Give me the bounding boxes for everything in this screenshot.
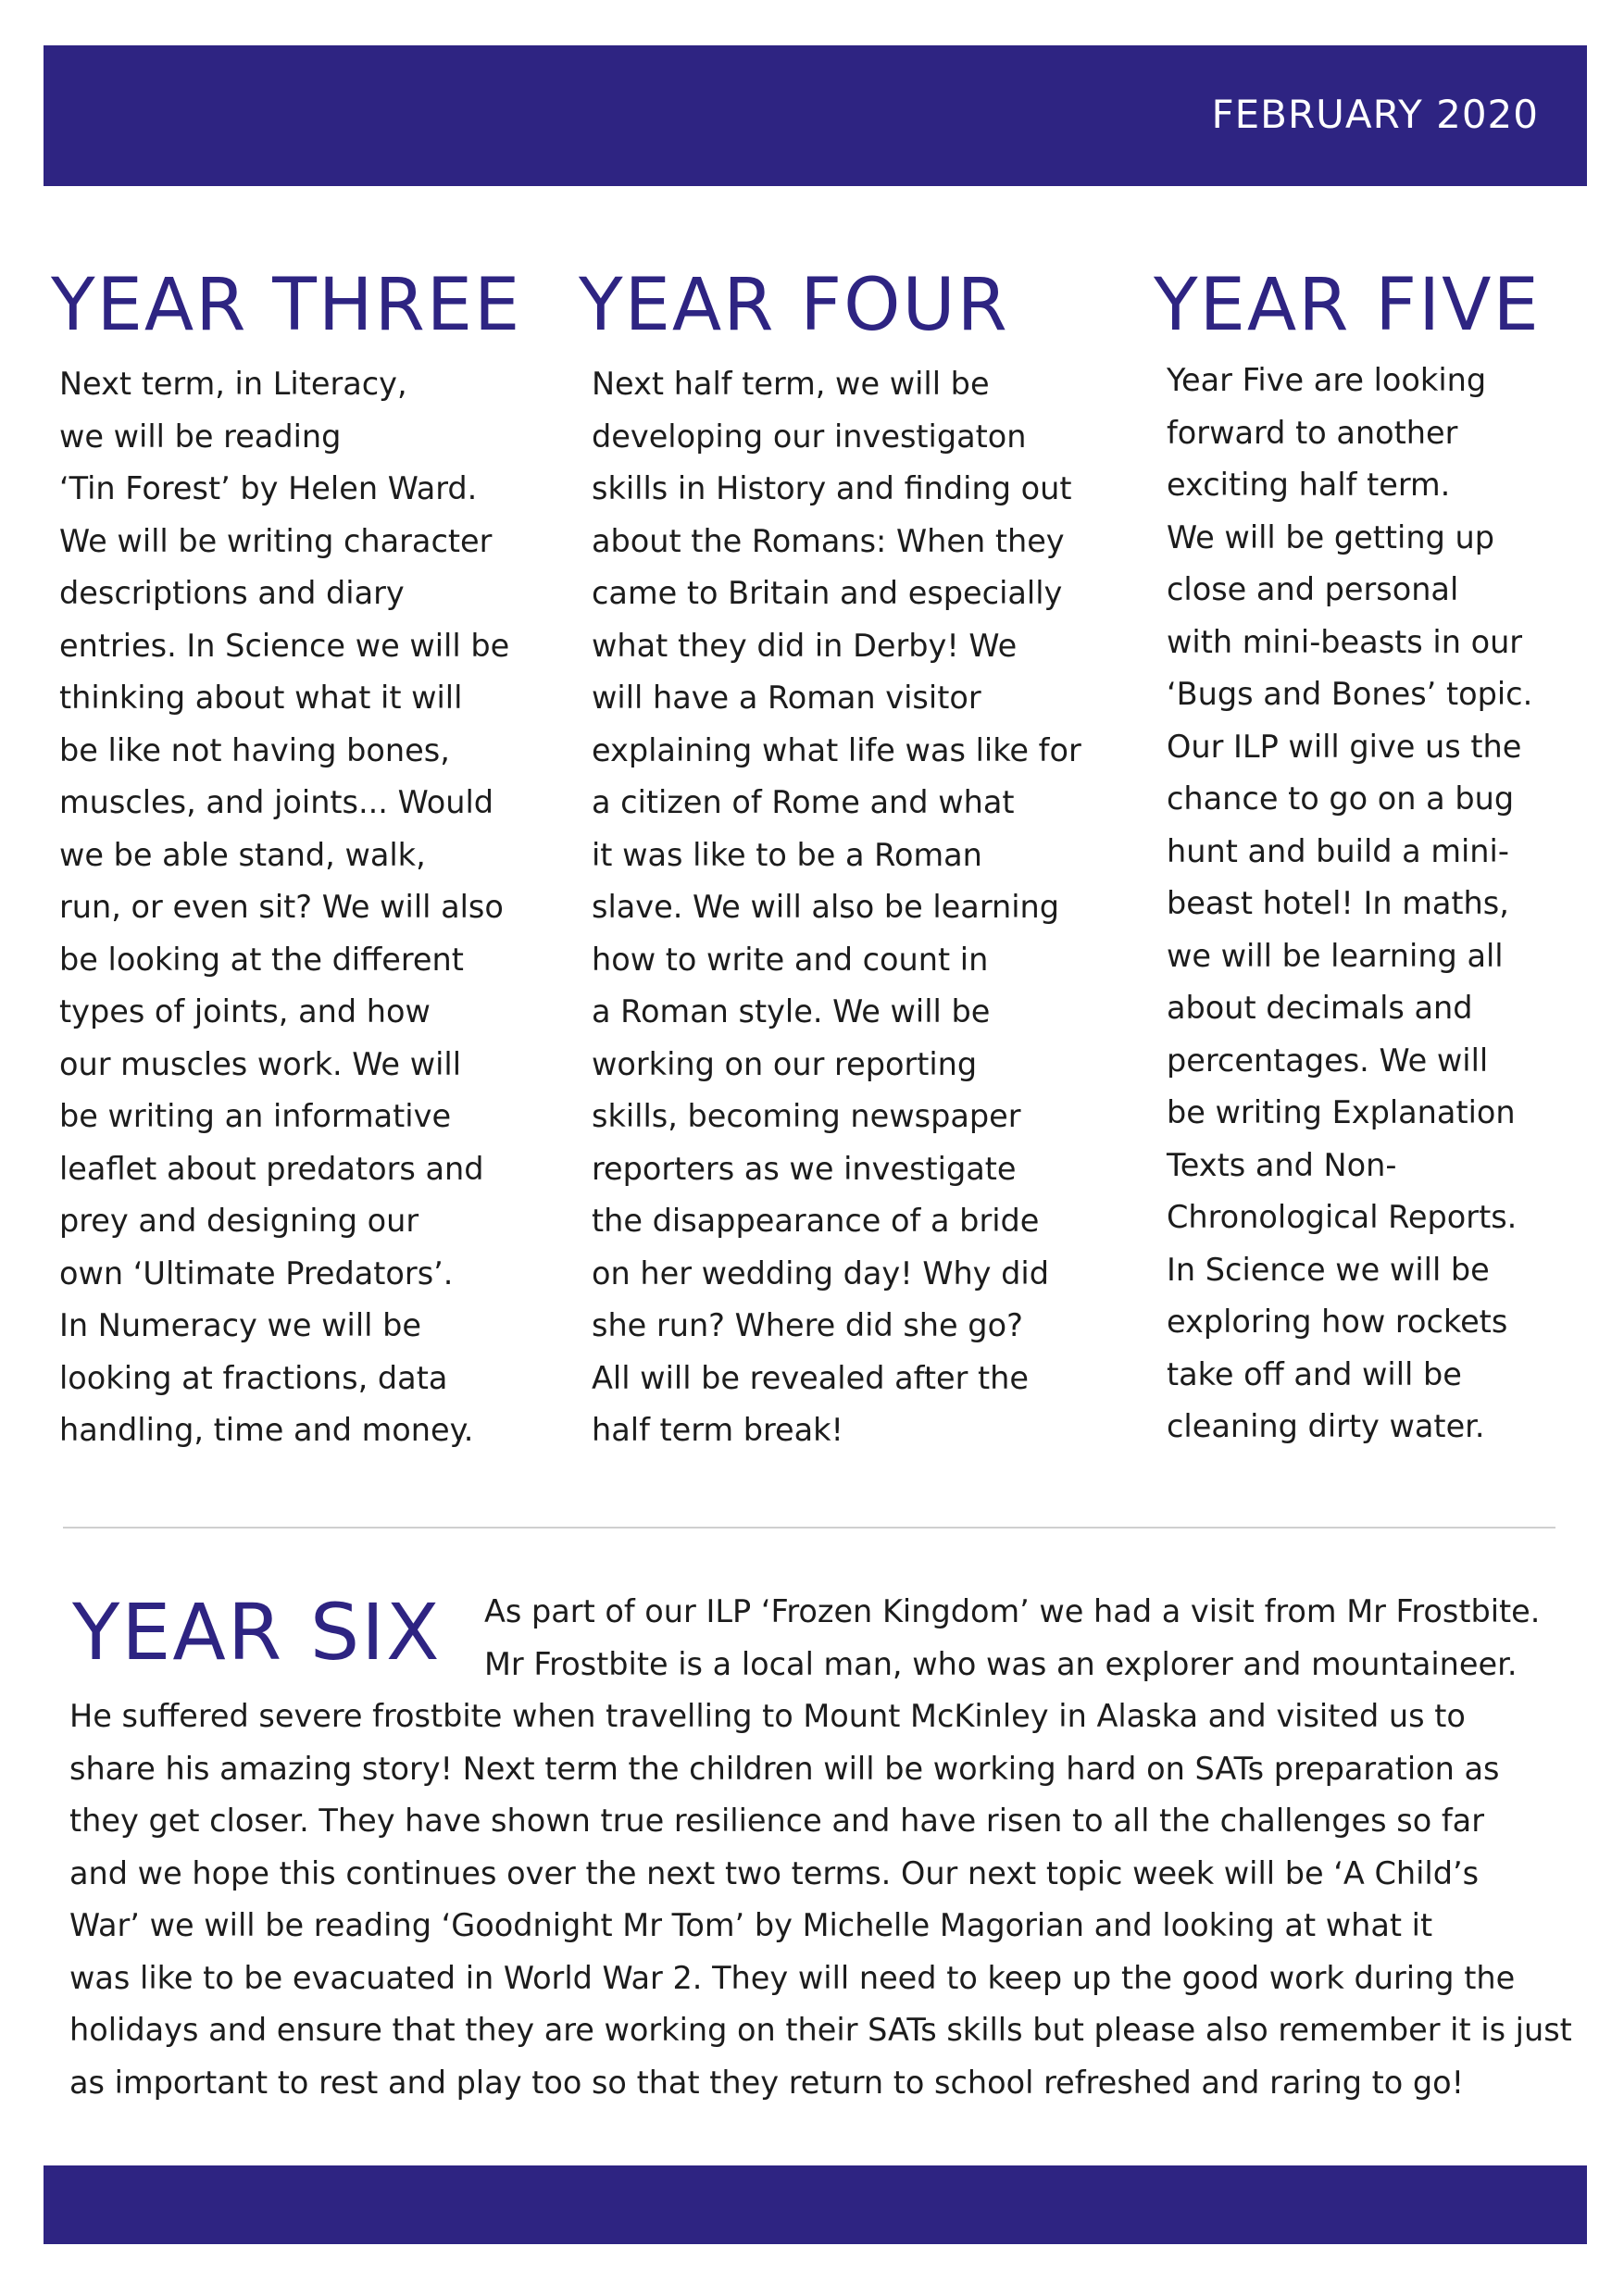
- year-five-text: [1167, 355, 1541, 1454]
- text-line: Year Five are looking: [1167, 362, 1487, 398]
- text-line: Next half term, we will be: [592, 366, 990, 402]
- text-line: be writing Explanation: [1167, 1094, 1516, 1130]
- text-line: entries. In Science we will be: [59, 627, 510, 664]
- text-line: War’ we will be reading ‘Goodnight Mr Tom’ by Michelle Magorian and looking at what it: [69, 1907, 1433, 1943]
- year-five-section: [1154, 259, 1541, 1454]
- text-line: it was like to be a Roman: [592, 836, 982, 873]
- text-line: slave. We will also be learning: [592, 889, 1060, 925]
- text-line: own ‘Ultimate Predators’.: [59, 1254, 454, 1292]
- text-line: as important to rest and play too so that they return to school refreshed and raring to go!: [69, 2064, 1465, 2101]
- text-line: beast hotel! In maths,: [1167, 885, 1509, 921]
- year-three-text: [59, 358, 521, 1457]
- text-line: In Science we will be: [1167, 1251, 1490, 1288]
- text-line: run, or even sit? We will also: [59, 889, 504, 925]
- text-line: Mr Frostbite is a local man, who was an explorer and mountaineer.: [484, 1645, 1518, 1682]
- text-line: forward to another: [1167, 414, 1458, 451]
- text-line: All will be revealed after the: [592, 1359, 1029, 1396]
- year-three-title: YEAR THREE: [51, 264, 522, 347]
- text-line: In Numeracy we will be: [59, 1307, 421, 1343]
- text-line: be looking at the different: [59, 941, 464, 978]
- text-line: share his amazing story! Next term the children will be working hard on SATs preparation as: [69, 1750, 1500, 1787]
- text-line: skills, becoming newspaper: [592, 1098, 1021, 1134]
- text-line: Next term, in Literacy,: [59, 366, 407, 402]
- newsletter-date: FEBRUARY 2020: [1211, 92, 1539, 137]
- text-line: cleaning dirty water.: [1167, 1408, 1485, 1444]
- text-line: leaflet about predators and: [59, 1150, 484, 1187]
- text-line: we will be learning all: [1167, 937, 1504, 974]
- text-line: be like not having bones,: [59, 731, 450, 768]
- text-line: working on our reporting: [592, 1045, 978, 1082]
- text-line: We will be getting up: [1167, 518, 1495, 555]
- text-line: skills in History and finding out: [592, 470, 1072, 506]
- text-line: a citizen of Rome and what: [592, 784, 1015, 820]
- text-line: with mini-beasts in our: [1167, 623, 1523, 660]
- text-line: we be able stand, walk,: [59, 836, 426, 873]
- text-line: percentages. We will: [1167, 1042, 1489, 1079]
- text-line: a Roman style. We will be: [592, 993, 991, 1029]
- text-line: how to write and count in: [592, 941, 989, 978]
- text-line: developing our investigaton: [592, 418, 1027, 455]
- year-six-body-text: [69, 1691, 1572, 2109]
- text-line: chance to go on a bug: [1167, 780, 1515, 817]
- text-line: will have a Roman visitor: [592, 680, 981, 716]
- text-line: holidays and ensure that they are working on their SATs skills but please also remember it is just: [69, 2012, 1572, 2048]
- year-five-title: YEAR FIVE: [1154, 264, 1541, 347]
- text-line: descriptions and diary: [59, 575, 405, 611]
- text-line: looking at fractions, data: [59, 1359, 448, 1396]
- section-divider: [63, 1527, 1555, 1529]
- text-line: As part of our ILP ‘Frozen Kingdom’ we had a visit from Mr Frostbite.: [484, 1593, 1541, 1629]
- text-line: exploring how rockets: [1167, 1304, 1508, 1340]
- year-three-section: [53, 259, 521, 1457]
- text-line: thinking about what it will: [59, 680, 463, 716]
- year-six-title: YEAR SIX: [72, 1587, 442, 1678]
- text-line: about the Romans: When they: [592, 522, 1065, 559]
- text-line: close and personal: [1167, 571, 1459, 607]
- text-line: take off and will be: [1167, 1355, 1462, 1392]
- text-line: they get closer. They have shown true resilience and have risen to all the challenges so far: [69, 1803, 1484, 1839]
- text-line: be writing an informative: [59, 1098, 452, 1134]
- text-line: the disappearance of a bride: [592, 1203, 1040, 1239]
- text-line: muscles, and joints... Would: [59, 784, 494, 820]
- text-line: ‘Bugs and Bones’ topic.: [1167, 676, 1533, 712]
- year-four-section: [581, 259, 1081, 1457]
- text-line: was like to be evacuated in World War 2. They will need to keep up the good work during the: [69, 1959, 1516, 1996]
- text-line: handling, time and money.: [59, 1412, 474, 1448]
- text-line: Texts and Non-: [1167, 1146, 1397, 1183]
- text-line: ‘Tin Forest’ by Helen Ward.: [59, 470, 478, 506]
- text-line: He suffered severe frostbite when travelling to Mount McKinley in Alaska and visited us to: [69, 1698, 1466, 1734]
- text-line: Our ILP will give us the: [1167, 728, 1522, 765]
- year-four-text: [592, 358, 1081, 1457]
- text-line: prey and designing our: [59, 1203, 419, 1239]
- text-line: Chronological Reports.: [1167, 1199, 1518, 1235]
- text-line: on her wedding day! Why did: [592, 1254, 1049, 1292]
- text-line: our muscles work. We will: [59, 1045, 462, 1082]
- year-six-lead-text: [484, 1586, 1540, 1691]
- text-line: half term break!: [592, 1412, 843, 1448]
- text-line: she run? Where did she go?: [592, 1307, 1023, 1343]
- text-line: explaining what life was like for: [592, 731, 1081, 768]
- text-line: reporters as we investigate: [592, 1150, 1017, 1187]
- text-line: types of joints, and how: [59, 993, 431, 1029]
- header-banner: [44, 45, 1587, 186]
- text-line: We will be writing character: [59, 522, 493, 559]
- footer-banner: [44, 2165, 1587, 2244]
- text-line: and we hope this continues over the next two terms. Our next topic week will be ‘A Child’s: [69, 1854, 1480, 1891]
- text-line: about decimals and: [1167, 990, 1473, 1026]
- text-line: we will be reading: [59, 418, 342, 455]
- text-line: what they did in Derby! We: [592, 627, 1018, 664]
- text-line: exciting half term.: [1167, 467, 1451, 503]
- text-line: came to Britain and especially: [592, 575, 1063, 611]
- text-line: hunt and build a mini-: [1167, 832, 1509, 869]
- year-four-title: YEAR FOUR: [579, 264, 1009, 347]
